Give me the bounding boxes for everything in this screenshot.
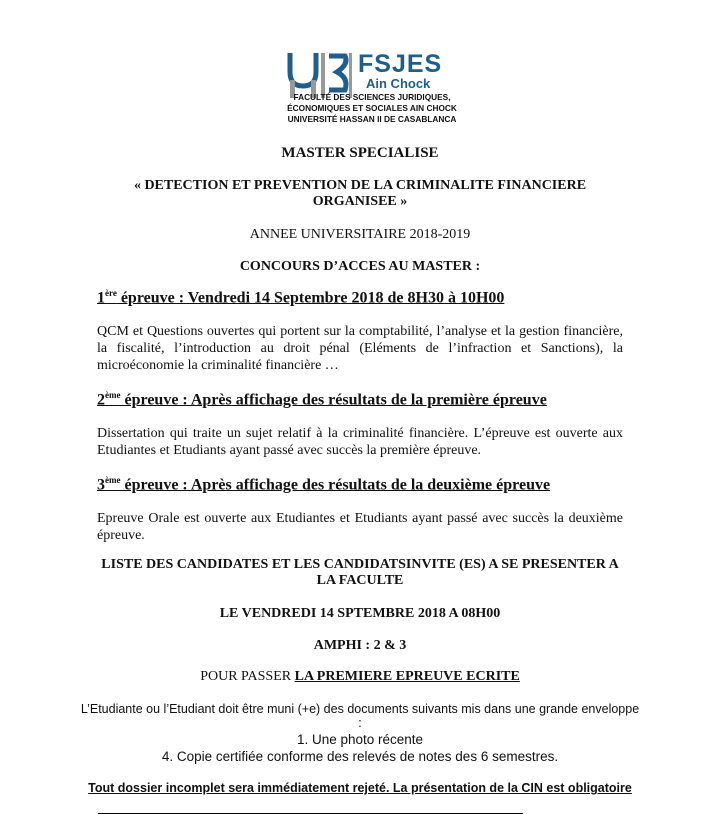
documents-intro: L’Etudiante ou l’Etudiant doit être muni (+e) des documents suivants mis dans une grande enveloppe [80, 702, 640, 716]
logo-name: FSJES [358, 50, 443, 78]
epreuve-2-heading: 2ème épreuve : Après affichage des résultats de la première épreuve [97, 390, 547, 409]
passer-line: POUR PASSER LA PREMIERE EPREUVE ECRITE [200, 669, 520, 684]
logo-line: ÉCONOMIQUES ET SOCIALES AIN CHOCK [287, 103, 457, 113]
document-item: 4. Copie certifiée conforme des relevés de notes des 6 semestres. [161, 749, 559, 764]
epreuve-1-text: QCM et Questions ouvertes qui portent sur la comptabilité, l’analyse et la gestion financière, la fiscalité, l’introduction au droit pénal (Eléments de l’infraction et Sanctions), la microéconomie la criminalité financière … [97, 324, 623, 373]
liste-heading-2: LA FACULTE [316, 573, 404, 588]
concours-heading: CONCOURS D’ACCES AU MASTER : [239, 259, 481, 274]
logo-sub: Ain Chock [366, 76, 431, 91]
academic-year: ANNEE UNIVERSITAIRE 2018-2019 [249, 227, 471, 242]
fsjes-logo [287, 50, 457, 130]
liste-heading: LISTE DES CANDIDATES ET LES CANDIDATSINVITE (ES) A SE PRESENTER A [101, 557, 619, 572]
epreuve-1-heading: 1ère épreuve : Vendredi 14 Septembre 2018 de 8H30 à 10H00 [97, 288, 505, 307]
subtitle: « DETECTION ET PREVENTION DE LA CRIMINALITE FINANCIERE [133, 178, 587, 193]
epreuve-3-text: Epreuve Orale est ouverte aux Etudiantes et Etudiants ayant passé avec succès la deuxième épreuve. [97, 511, 623, 543]
document-item: 1. Une photo récente [296, 732, 424, 747]
amphi: AMPHI : 2 & 3 [313, 638, 407, 653]
exam-date: LE VENDREDI 14 SPTEMBRE 2018 A 08H00 [219, 606, 501, 621]
logo-line: FACULTÉ DES SCIENCES JURIDIQUES, [293, 92, 451, 102]
warning-notice: Tout dossier incomplet sera immédiatement rejeté. La présentation de la CIN est obligatoire [88, 781, 632, 795]
page-title: MASTER SPECIALISE [281, 145, 439, 161]
epreuve-2-text: Dissertation qui traite un sujet relatif à la criminalité financière. L’épreuve est ouverte aux Etudiantes et Etudiants ayant passé avec succès la première épreuve. [97, 426, 623, 458]
documents-colon: : [358, 716, 362, 730]
epreuve-3-heading: 3ème épreuve : Après affichage des résultats de la deuxième épreuve [97, 475, 551, 494]
logo-line: UNIVERSITÉ HASSAN II DE CASABLANCA [287, 114, 457, 124]
subtitle-2: ORGANISEE » [312, 194, 408, 209]
